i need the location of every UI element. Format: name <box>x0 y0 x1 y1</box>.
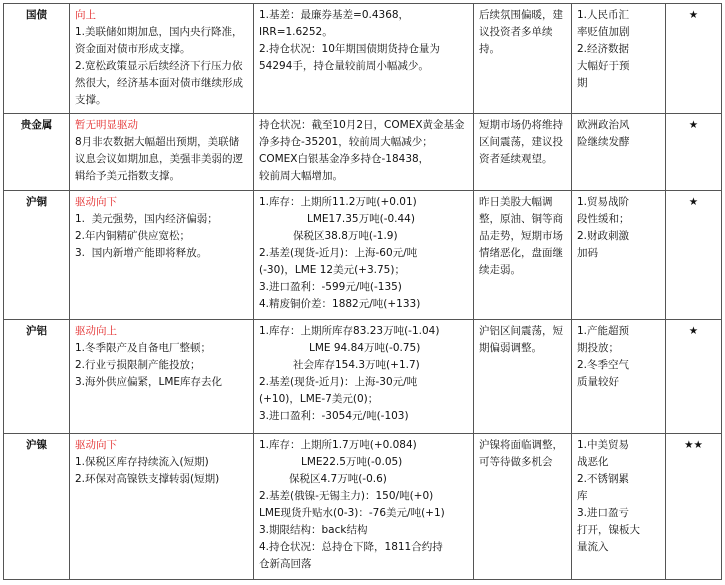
status-line: 1.库存：上期所11.2万吨(+0.01) <box>259 196 417 208</box>
status-line: IRR=1.6252。 <box>259 26 333 38</box>
risk-line: 1.产能超预 <box>577 325 630 337</box>
table-row-treasury <box>4 4 722 114</box>
risk-line: 2.冬季空气 <box>577 359 630 371</box>
status-line: 2.持仓状况：10年期国债期货持仓量为54294手，持仓量较前周小幅减少。 <box>259 43 440 72</box>
status-line: 2.基差(俄镍-无锡主力)：150/吨(+0) <box>259 490 434 502</box>
rating-stars: ★ <box>666 4 722 114</box>
driver-cell <box>70 434 254 580</box>
driver-line: 2.年内铜精矿供应宽松； <box>75 230 191 242</box>
status-line: 1.基差：最廉券基差=0.4368， <box>259 9 410 21</box>
status-line: 仓新高回落 <box>259 558 312 570</box>
table-row-nickel <box>4 434 722 580</box>
driver-line: 3. 国内新增产能即将释放。 <box>75 247 208 259</box>
driver-line: 1.美联储如期加息，国内央行降准，资金面对债市形成支撑。 <box>75 26 243 55</box>
risk-line: 1.贸易战阶 <box>577 196 630 208</box>
rating-stars: ★ <box>666 114 722 191</box>
driver-line: 3.海外供应偏紧，LME库存去化 <box>75 376 223 388</box>
table-row-aluminum <box>4 320 722 434</box>
driver-cell <box>70 114 254 191</box>
view-cell <box>474 434 572 580</box>
status-cell <box>254 320 474 434</box>
status-line: LME17.35万吨(-0.44) <box>307 213 415 225</box>
status-line: 保税区4.7万吨(-0.6) <box>289 473 387 485</box>
driver-tag: 驱动向上 <box>75 325 117 337</box>
driver-tag: 暂无明显驱动 <box>75 119 138 131</box>
view-cell <box>474 320 572 434</box>
risk-line: 险继续发酵 <box>577 136 630 148</box>
risk-line: 1.人民币汇 <box>577 9 630 21</box>
risk-line: 打开，镍板大 <box>577 524 640 536</box>
driver-tag: 驱动向下 <box>75 439 117 451</box>
status-cell <box>254 4 474 114</box>
risk-line: 期投放； <box>577 342 619 354</box>
status-line: (-30)，LME 12美元(+3.75)； <box>259 264 405 276</box>
status-line: 2.基差(现货-近月)：上海-60元/吨 <box>259 247 418 259</box>
view-text: 后续氛围偏暖，建议投资者多单续持。 <box>479 9 563 55</box>
risk-line: 欧洲政治风 <box>577 119 630 131</box>
driver-line: 1.冬季限产及自备电厂整顿； <box>75 342 212 354</box>
driver-cell <box>70 4 254 114</box>
view-cell <box>474 4 572 114</box>
status-line: 1.库存：上期所库存83.23万吨(-1.04) <box>259 325 440 337</box>
risk-line: 率贬值加剧 <box>577 26 630 38</box>
risk-line: 1.中美贸易 <box>577 439 630 451</box>
driver-cell <box>70 191 254 320</box>
table-row-copper <box>4 191 722 320</box>
risk-line: 战恶化 <box>577 456 609 468</box>
status-line: 3.进口盈利：-599元/吨(-135) <box>259 281 402 293</box>
risk-cell <box>572 114 666 191</box>
view-cell <box>474 191 572 320</box>
status-line: 3.期限结构：back结构 <box>259 524 368 536</box>
status-line: 3.进口盈利：-3054元/吨(-103) <box>259 410 409 422</box>
risk-line: 2.财政刺激 <box>577 230 630 242</box>
risk-line: 量流入 <box>577 541 609 553</box>
status-line: LME22.5万吨(-0.05) <box>301 456 403 468</box>
driver-line: 1. 美元强势，国内经济偏弱； <box>75 213 218 225</box>
driver-line: 8月非农数据大幅超出预期，美联储议息会议如期加息，美强非美弱的逻辑给予美元指数支撑。 <box>75 136 243 182</box>
driver-line: 1.保税区库存持续流入(短期) <box>75 456 209 468</box>
status-cell <box>254 191 474 320</box>
market-summary-table <box>3 3 722 580</box>
view-text: 沪铝区间震荡，短期偏弱调整。 <box>479 325 563 354</box>
row-name: 沪铜 <box>4 191 70 320</box>
risk-line: 2.不锈钢累 <box>577 473 630 485</box>
status-line: 保税区38.8万吨(-1.9) <box>293 230 398 242</box>
view-cell <box>474 114 572 191</box>
driver-cell <box>70 320 254 434</box>
rating-stars: ★★ <box>666 434 722 580</box>
status-line: 1.库存：上期所1.7万吨(+0.084) <box>259 439 417 451</box>
status-line: (+10)，LME-7美元(0)； <box>259 393 379 405</box>
driver-line: 2.宽松政策显示后续经济下行压力依然很大，经济基本面对债市继续形成支撑。 <box>75 60 243 106</box>
view-text: 短期市场仍将维持区间震荡，建议投资者延续观望。 <box>479 119 563 165</box>
view-text: 沪镍将面临调整，可等待做多机会 <box>479 439 563 468</box>
risk-line: 期 <box>577 77 588 89</box>
risk-cell <box>572 434 666 580</box>
status-line: 4.持仓状况：总持仓下降，1811合约持 <box>259 541 443 553</box>
driver-line: 2.行业亏损限制产能投放； <box>75 359 201 371</box>
risk-cell <box>572 4 666 114</box>
table-row-precious-metals <box>4 114 722 191</box>
rating-stars: ★ <box>666 320 722 434</box>
view-text: 昨日美股大幅调整，原油、铜等商品走势，短期市场情绪恶化，盘面继续走弱。 <box>479 196 563 276</box>
risk-line: 3.进口盈亏 <box>577 507 630 519</box>
risk-line: 加码 <box>577 247 598 259</box>
status-cell <box>254 434 474 580</box>
risk-cell <box>572 320 666 434</box>
driver-line: 2.环保对高镍铁支撑转弱(短期) <box>75 473 220 485</box>
row-name: 贵金属 <box>4 114 70 191</box>
status-line: 社会库存154.3万吨(+1.7) <box>293 359 420 371</box>
risk-cell <box>572 191 666 320</box>
row-name: 国债 <box>4 4 70 114</box>
driver-tag: 向上 <box>75 9 96 21</box>
status-cell <box>254 114 474 191</box>
status-line: LME 94.84万吨(-0.75) <box>309 342 421 354</box>
risk-line: 库 <box>577 490 588 502</box>
risk-line: 2.经济数据 <box>577 43 630 55</box>
status-line: 较前周大幅增加。 <box>259 170 343 182</box>
status-line: 持仓状况：截至10月2日，COMEX黄金基金净多持仓-35201，较前周大幅减少；COMEX白银基金净多持仓-18438， <box>259 119 465 165</box>
risk-line: 段性缓和； <box>577 213 630 225</box>
risk-line: 质量较好 <box>577 376 619 388</box>
row-name: 沪镍 <box>4 434 70 580</box>
row-name: 沪铝 <box>4 320 70 434</box>
risk-line: 大幅好于预 <box>577 60 630 72</box>
status-line: 4.精废铜价差：1882元/吨(+133) <box>259 298 421 310</box>
status-line: LME现货升贴水(0-3)：-76美元/吨(+1) <box>259 507 445 519</box>
driver-tag: 驱动向下 <box>75 196 117 208</box>
status-line: 2.基差(现货-近月)：上海-30元/吨 <box>259 376 418 388</box>
rating-stars: ★ <box>666 191 722 320</box>
